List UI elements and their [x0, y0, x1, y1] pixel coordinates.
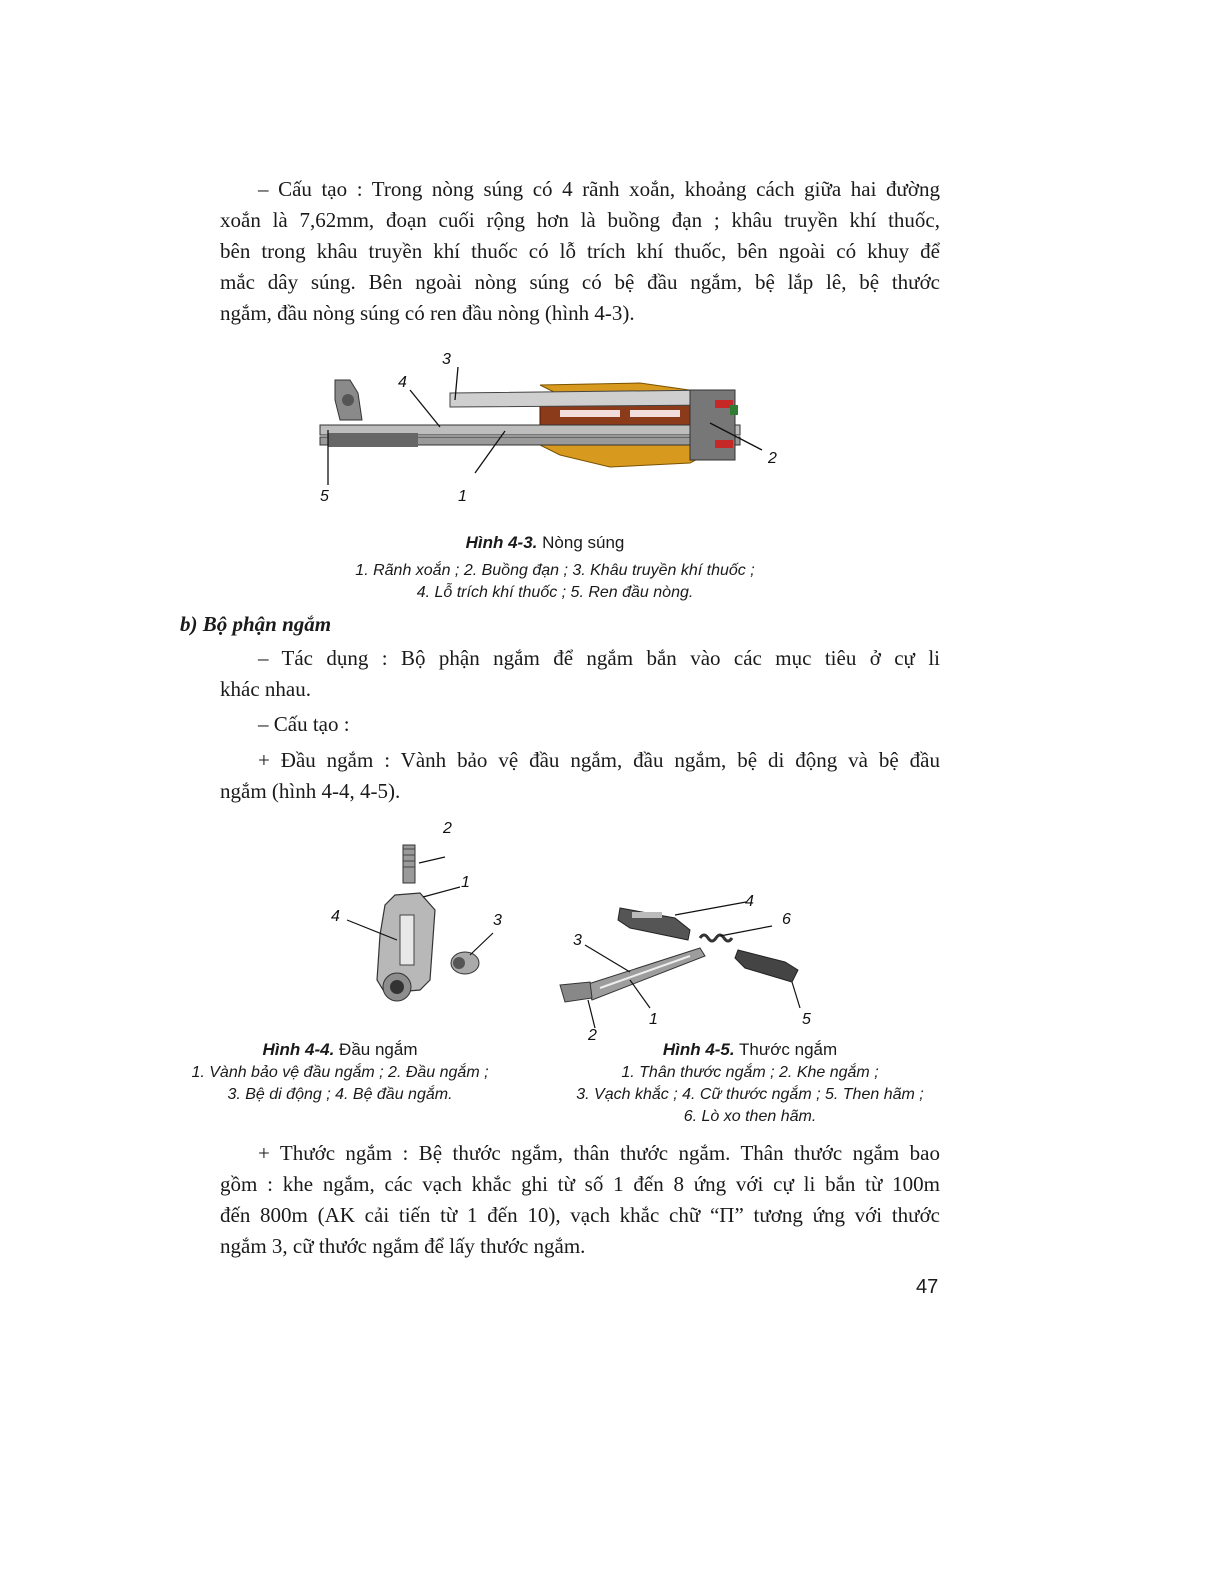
rear-sight-figure: [560, 890, 820, 1044]
fig43-label-1: 1: [458, 488, 467, 505]
fig43-caption-label: Hình 4-3.: [465, 533, 538, 552]
paragraph-cau-tao: – Cấu tạo :: [258, 712, 350, 736]
fig45-label-5: 5: [802, 1011, 811, 1028]
section-heading: b) Bộ phận ngắm: [180, 612, 332, 636]
fig43-label-2: 2: [768, 450, 777, 467]
fig45-caption-title: [580, 1040, 920, 1060]
text-line: ngắm (hình 4-4, 4-5).: [220, 779, 401, 803]
fig44-caption-name: Đầu ngắm: [339, 1040, 418, 1059]
text-line: – Cấu tạo : Trong nòng súng có 4 rãnh xoắn, khoảng cách giữa hai đường: [258, 177, 940, 201]
text-line: + Thước ngắm : Bệ thước ngắm, thân thước ngắm. Thân thước ngắm bao: [258, 1141, 940, 1165]
caption-line: 1. Rãnh xoắn ; 2. Buồng đạn ; 3. Khâu truyền khí thuốc ;: [355, 562, 755, 579]
fig44-caption-label: Hình 4-4.: [262, 1040, 335, 1059]
caption-line: 6. Lò xo then hãm.: [683, 1108, 817, 1125]
barrel-figure: [310, 345, 810, 505]
fig43-label-3: 3: [442, 351, 451, 368]
fig45-label-6: 6: [782, 911, 791, 928]
fig43-caption-legend: [250, 560, 860, 604]
caption-line: 4. Lỗ trích khí thuốc ; 5. Ren đầu nòng.: [416, 584, 694, 601]
fig44-caption-title: [175, 1040, 505, 1060]
fig43-caption-title: [370, 533, 720, 553]
fig45-caption-legend: [540, 1062, 960, 1128]
fig45-label-3: 3: [573, 932, 582, 949]
text-line: đến 800m (AK cải tiến từ 1 đến 10), vạch khắc chữ “П” tương ứng với thước: [220, 1203, 940, 1227]
text-line: ngắm 3, cữ thước ngắm để lấy thước ngắm.: [220, 1234, 586, 1258]
text-line: + Đầu ngắm : Vành bảo vệ đầu ngắm, đầu ngắm, bệ di động và bệ đầu: [258, 748, 940, 772]
text-line: – Tác dụng : Bộ phận ngắm để ngắm bắn vào các mục tiêu ở cự li: [258, 646, 940, 670]
text-line: mắc dây súng. Bên ngoài nòng súng có bệ đầu ngắm, bệ lắp lê, bệ thước: [220, 270, 940, 294]
page-number: 47: [916, 1276, 939, 1298]
fig43-label-4: 4: [398, 374, 407, 391]
fig45-caption-label: Hình 4-5.: [662, 1040, 735, 1059]
fig44-label-4: 4: [331, 908, 340, 925]
text-line: gồm : khe ngắm, các vạch khắc ghi từ số 1 đến 8 ứng với cự li bắn từ 100m: [220, 1172, 940, 1196]
paragraph-dau-ngam: [220, 745, 940, 807]
fig43-label-5: 5: [320, 488, 329, 505]
fig45-label-2: 2: [588, 1027, 597, 1044]
text-line: bên trong khâu truyền khí thuốc có lỗ trích khí thuốc, bên ngoài có khuy để: [220, 239, 940, 263]
text-line: ngắm, đầu nòng súng có ren đầu nòng (hình 4-3).: [220, 301, 635, 325]
text-line: xoắn là 7,62mm, đoạn cuối rộng hơn là buồng đạn ; khâu truyền khí thuốc,: [220, 208, 940, 232]
fig44-label-1: 1: [461, 874, 470, 891]
paragraph-tac-dung: [220, 643, 940, 705]
fig44-label-2: 2: [443, 820, 452, 837]
caption-line: 3. Vạch khắc ; 4. Cữ thước ngắm ; 5. Then hãm ;: [576, 1086, 924, 1103]
caption-line: 3. Bệ di động ; 4. Bệ đầu ngắm.: [227, 1086, 453, 1103]
caption-line: 1. Thân thước ngắm ; 2. Khe ngắm ;: [621, 1064, 879, 1081]
front-sight-figure: [325, 815, 525, 1030]
fig43-caption-name: Nòng súng: [542, 533, 625, 552]
fig45-label-1: 1: [649, 1011, 658, 1028]
fig44-caption-legend: [150, 1062, 530, 1106]
paragraph-cau-tao-nong: [220, 174, 940, 329]
text-line: khác nhau.: [220, 677, 311, 701]
caption-line: 1. Vành bảo vệ đầu ngắm ; 2. Đầu ngắm ;: [191, 1064, 489, 1081]
fig45-label-4: 4: [745, 893, 754, 910]
fig44-label-3: 3: [493, 912, 502, 929]
paragraph-thuoc-ngam: [220, 1138, 940, 1262]
fig45-caption-name: Thước ngắm: [739, 1040, 838, 1059]
